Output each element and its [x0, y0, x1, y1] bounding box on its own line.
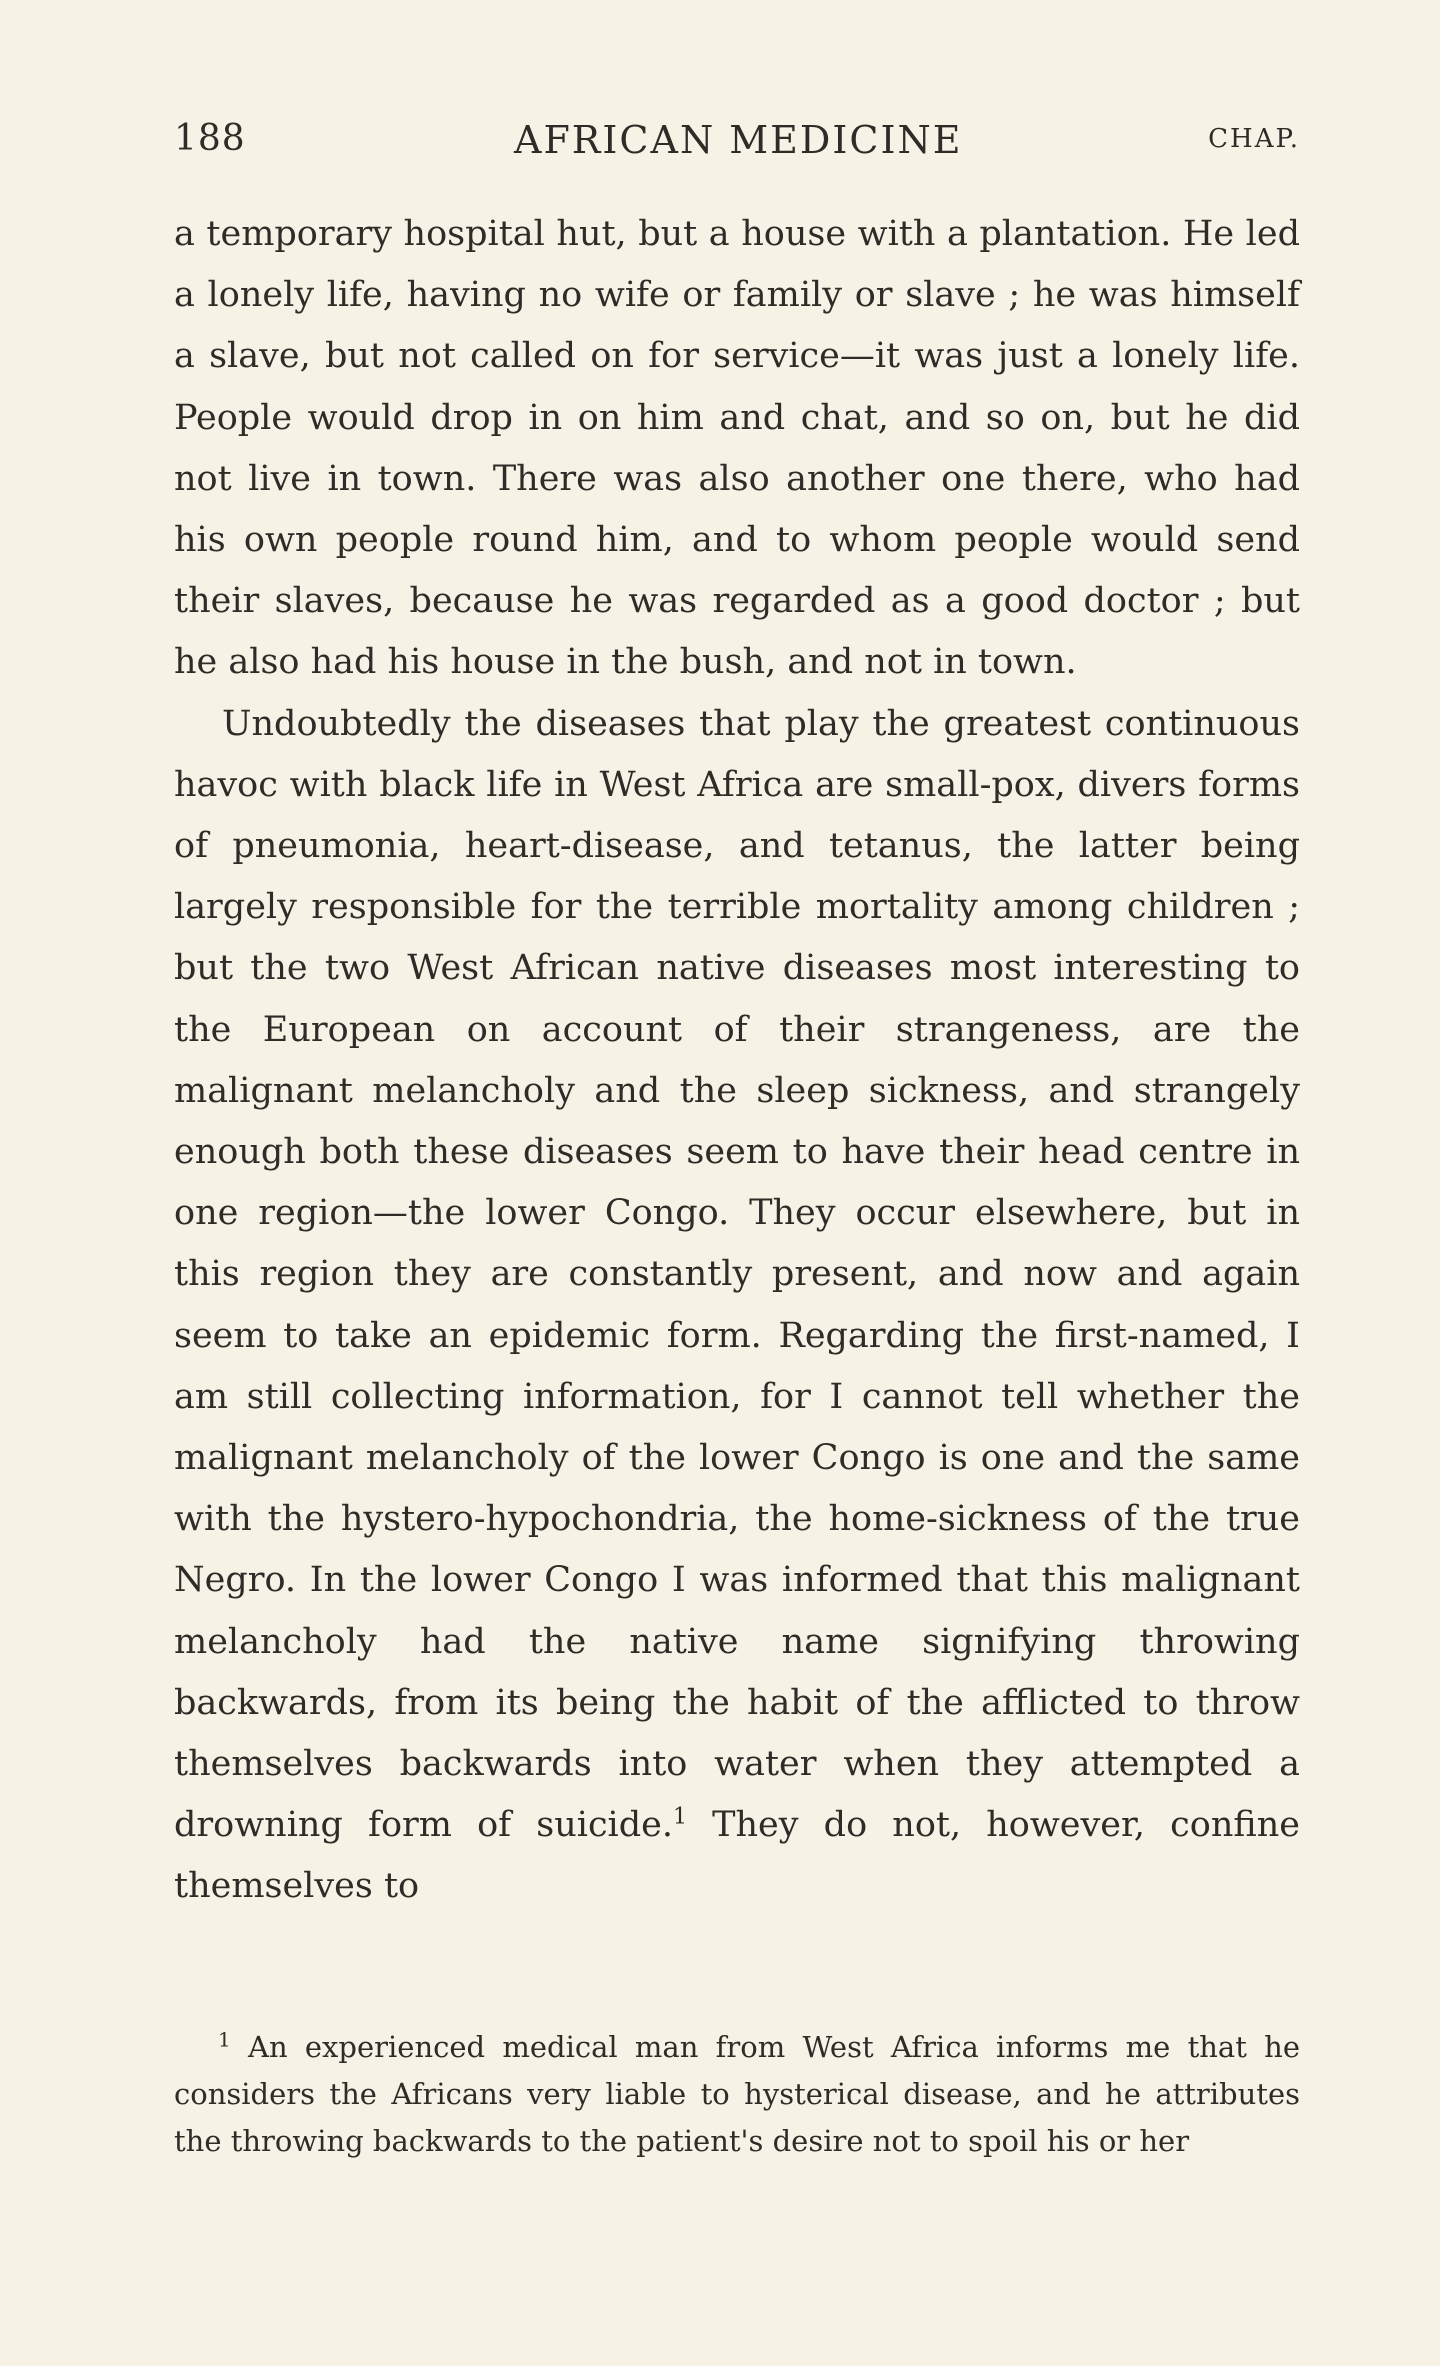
footnote	[174, 2024, 1300, 2165]
running-title: AFRICAN MEDICINE	[514, 118, 963, 162]
page-number: 188	[174, 118, 246, 159]
paragraph-diseases-continued: They do not, however, confine themselves to	[174, 1805, 1300, 1907]
footnote-mark: 1	[218, 2027, 231, 2052]
paragraph-diseases-text: Undoubtedly the diseases that play the greatest continuous havoc with black life in West Africa are small-pox, divers forms of pneumonia, heart-disease, and tetanus, the latter being largely responsible for the terrible mortality among children ; but the two West African native diseases most interesting to the European on account of their strangeness, are the malignant melancholy and the sleep sickness, and strangely enough both these diseases seem to have their head centre in one region—the lower Congo. They occur elsewhere, but in this region they are constantly present, and now and again seem to take an epidemic form. Regarding the first-named, I am still collecting information, for I cannot tell whether the malignant melancholy of the lower Congo is one and the same with the hystero-hypochondria, the home-sickness of the true Negro. In the lower Congo I was informed that this malignant melancholy had the native name signifying throwing backwards, from its being the habit of the afflicted to throw themselves backwards into water when they attempted a drowning form of suicide.	[174, 703, 1300, 1846]
paragraph-continued: a temporary hospital hut, but a house with a plantation. He led a lonely life, having no wife or family or slave ; he was himself a slave, but not called on for service—it was just a lonely life. People would drop in on him and chat, and so on, but he did not live in town. There was also another one there, who had his own people round him, and to whom people would send their slaves, because he was regarded as a good doctor ; but he also had his house in the bush, and not in town.	[174, 214, 1300, 683]
page-header	[174, 118, 1300, 172]
paragraph-diseases	[174, 694, 1300, 1918]
footnote-reference[interactable]: 1	[673, 1804, 687, 1830]
main-text	[174, 204, 1300, 1918]
footnote-text: An experienced medical man from West Africa informs me that he considers the Africans very liable to hysterical disease, and he attributes the throwing backwards to the patient's desire not to spoil his or her	[174, 2030, 1300, 2158]
chapter-label: CHAP.	[1208, 124, 1300, 154]
